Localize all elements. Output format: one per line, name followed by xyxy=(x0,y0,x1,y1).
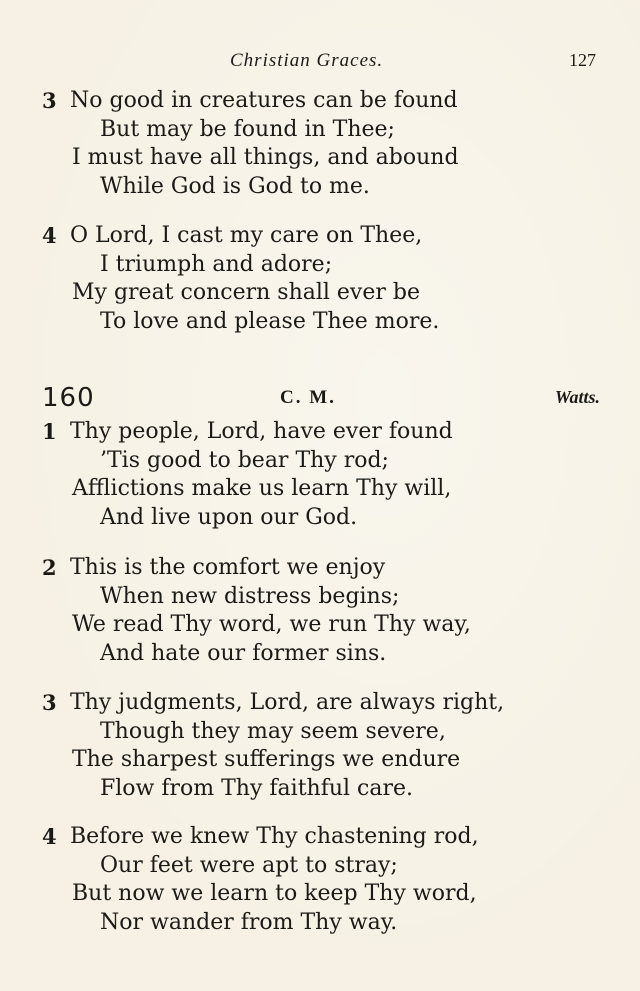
stanza-line xyxy=(0,222,640,251)
verse-line: Though they may seem severe, xyxy=(100,718,446,744)
stanza-line xyxy=(0,116,640,145)
stanza-number: 4 xyxy=(42,824,57,849)
verse-line: But may be found in Thee; xyxy=(100,116,395,142)
stanza-number: 3 xyxy=(42,88,57,113)
stanza-line xyxy=(0,504,640,533)
stanza-line xyxy=(0,447,640,476)
verse-line: Afflictions make us learn Thy will, xyxy=(72,476,452,501)
verse-line: We read Thy word, we run Thy way, xyxy=(72,612,471,637)
running-title: Christian Graces. xyxy=(230,50,384,71)
verse-line: My great concern shall ever be xyxy=(72,280,420,305)
verse-line: O Lord, I cast my care on Thee, xyxy=(70,223,423,248)
stanza-line xyxy=(0,611,640,640)
hymn-stanza-1 xyxy=(0,418,640,532)
stanza-line xyxy=(0,852,640,881)
stanza-line xyxy=(0,308,640,337)
stanza-line xyxy=(0,823,640,852)
hymn-meter: C. M. xyxy=(280,387,336,408)
hymn-stanza-4 xyxy=(0,823,640,937)
verse-line: Thy judgments, Lord, are always right, xyxy=(70,690,505,715)
verse-line: This is the comfort we enjoy xyxy=(70,555,386,580)
stanza-line xyxy=(0,640,640,669)
stanza-line xyxy=(0,418,640,447)
verse-line: And hate our former sins. xyxy=(100,640,387,666)
stanza-line xyxy=(0,909,640,938)
verse-line: Our feet were apt to stray; xyxy=(100,852,398,878)
stanza-line xyxy=(0,718,640,747)
hymn-number: 160 xyxy=(42,383,95,413)
stanza-line xyxy=(0,173,640,202)
verse-line: I must have all things, and abound xyxy=(72,145,459,170)
page-number: 127 xyxy=(569,50,596,70)
prev-hymn-stanza-3 xyxy=(0,87,640,201)
stanza-line xyxy=(0,583,640,612)
verse-line: Thy people, Lord, have ever found xyxy=(70,419,453,444)
verse-line: I triumph and adore; xyxy=(100,251,333,277)
stanza-line xyxy=(0,475,640,504)
verse-line: To love and please Thee more. xyxy=(100,308,440,334)
verse-line: But now we learn to keep Thy word, xyxy=(72,881,477,906)
stanza-line xyxy=(0,144,640,173)
stanza-number: 3 xyxy=(42,690,57,715)
hymn-stanza-3 xyxy=(0,689,640,803)
verse-line: When new distress begins; xyxy=(100,583,400,609)
verse-line: While God is God to me. xyxy=(100,173,370,199)
page-header xyxy=(0,50,640,74)
hymn-author: Watts. xyxy=(554,387,600,407)
verse-line: No good in creatures can be found xyxy=(70,88,458,113)
stanza-line xyxy=(0,251,640,280)
verse-line: And live upon our God. xyxy=(100,504,358,530)
stanza-line xyxy=(0,746,640,775)
verse-line: Before we knew Thy chastening rod, xyxy=(70,824,479,849)
verse-line: Flow from Thy faithful care. xyxy=(100,775,414,801)
verse-line: The sharpest sufferings we endure xyxy=(72,747,461,772)
stanza-line xyxy=(0,279,640,308)
hymn-stanza-2 xyxy=(0,554,640,668)
stanza-line xyxy=(0,880,640,909)
stanza-number: 2 xyxy=(42,555,57,580)
hymn-heading xyxy=(0,383,640,413)
stanza-line xyxy=(0,775,640,804)
stanza-line xyxy=(0,554,640,583)
verse-line: Nor wander from Thy way. xyxy=(100,909,398,935)
stanza-line xyxy=(0,87,640,116)
prev-hymn-stanza-4 xyxy=(0,222,640,336)
verse-line: ’Tis good to bear Thy rod; xyxy=(100,447,389,473)
stanza-line xyxy=(0,689,640,718)
stanza-number: 1 xyxy=(42,419,57,444)
stanza-number: 4 xyxy=(42,223,57,248)
